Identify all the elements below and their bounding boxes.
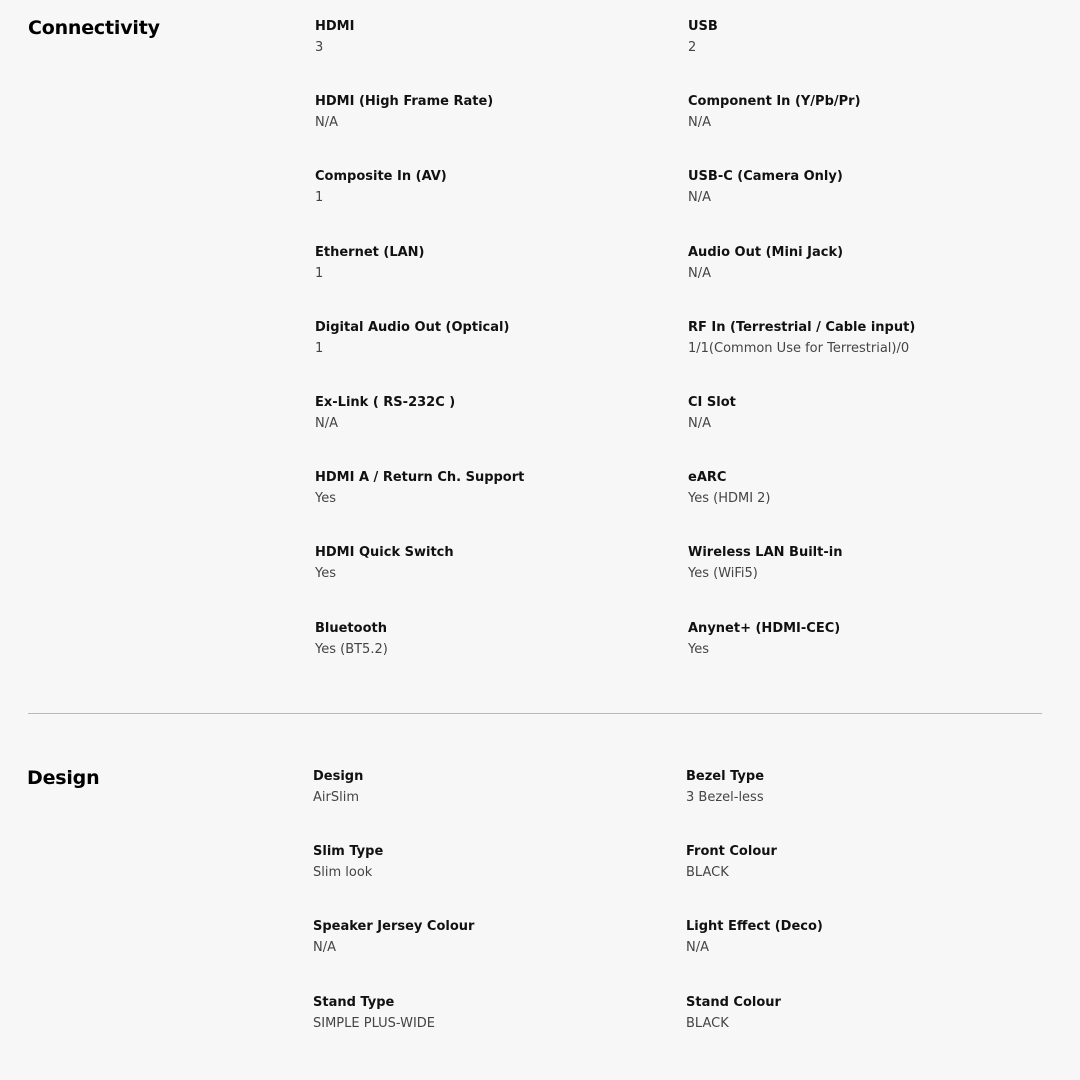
spec-value: Yes (WiFi5) <box>688 566 758 582</box>
spec-label: Component In (Y/Pb/Pr) <box>688 94 861 110</box>
spec-value: Yes <box>315 491 336 507</box>
spec-value: N/A <box>688 190 711 206</box>
spec-item <box>688 394 1061 469</box>
spec-item <box>315 620 688 695</box>
spec-label: HDMI Quick Switch <box>315 545 454 561</box>
spec-value: N/A <box>688 115 711 131</box>
spec-label: Stand Colour <box>686 994 781 1010</box>
spec-value: 1 <box>315 190 324 206</box>
spec-label: HDMI (High Frame Rate) <box>315 94 494 110</box>
spec-value: Yes <box>688 641 709 657</box>
spec-item <box>686 994 1059 1069</box>
spec-label: Bluetooth <box>315 620 387 636</box>
spec-label: Light Effect (Deco) <box>686 919 823 935</box>
spec-label: eARC <box>688 470 727 486</box>
spec-label: Anynet+ (HDMI-CEC) <box>688 620 841 636</box>
spec-item <box>315 394 688 469</box>
spec-value: Slim look <box>313 865 373 881</box>
spec-value: N/A <box>315 115 338 131</box>
spec-label: Digital Audio Out (Optical) <box>315 319 510 335</box>
spec-value: Yes (HDMI 2) <box>688 491 771 507</box>
design-spec-grid <box>313 768 1063 1069</box>
spec-item <box>315 469 688 544</box>
spec-label: USB <box>688 19 718 34</box>
spec-value: AirSlim <box>313 790 359 805</box>
spec-label: Stand Type <box>313 994 395 1010</box>
spec-label: RF In (Terrestrial / Cable input) <box>688 319 916 335</box>
spec-value: 2 <box>688 40 697 55</box>
spec-item <box>315 544 688 619</box>
spec-value: 3 Bezel-less <box>686 790 764 805</box>
spec-label: Design <box>313 769 364 784</box>
spec-value: 1 <box>315 340 324 356</box>
spec-item <box>688 244 1061 319</box>
spec-item <box>315 18 688 93</box>
spec-label: HDMI <box>315 19 355 34</box>
spec-item <box>688 93 1061 168</box>
spec-value: Yes (BT5.2) <box>315 641 388 657</box>
spec-value: BLACK <box>686 865 729 881</box>
spec-item <box>688 319 1061 394</box>
spec-label: Wireless LAN Built-in <box>688 545 843 561</box>
spec-item <box>313 994 686 1069</box>
spec-value: 3 <box>315 40 324 55</box>
spec-item <box>688 168 1061 243</box>
connectivity-spec-grid <box>315 18 1065 695</box>
spec-value: 1/1(Common Use for Terrestrial)/0 <box>688 340 910 356</box>
spec-item <box>313 768 686 843</box>
spec-item <box>688 18 1061 93</box>
spec-value: N/A <box>686 940 709 956</box>
spec-item <box>686 768 1059 843</box>
spec-value: N/A <box>688 415 711 431</box>
spec-item <box>313 843 686 918</box>
spec-item <box>315 168 688 243</box>
spec-label: Audio Out (Mini Jack) <box>688 244 844 260</box>
spec-value: N/A <box>313 940 336 956</box>
spec-item <box>315 319 688 394</box>
spec-label: Composite In (AV) <box>315 169 447 185</box>
spec-item <box>315 93 688 168</box>
section-divider <box>28 713 1042 714</box>
spec-label: CI Slot <box>688 394 736 410</box>
section-title-design: Design <box>27 767 100 789</box>
spec-item <box>688 620 1061 695</box>
spec-item <box>313 918 686 993</box>
spec-label: Front Colour <box>686 844 777 860</box>
spec-label: Ethernet (LAN) <box>315 244 425 260</box>
spec-label: HDMI A / Return Ch. Support <box>315 470 525 486</box>
spec-value: N/A <box>688 265 711 281</box>
spec-label: Bezel Type <box>686 769 765 784</box>
spec-label: Ex-Link ( RS-232C ) <box>315 394 456 410</box>
spec-item <box>688 469 1061 544</box>
section-title-connectivity: Connectivity <box>28 17 160 39</box>
spec-item <box>688 544 1061 619</box>
spec-value: 1 <box>315 265 324 281</box>
spec-item <box>686 918 1059 993</box>
spec-value: N/A <box>315 415 338 431</box>
spec-item <box>315 244 688 319</box>
spec-label: Speaker Jersey Colour <box>313 919 475 935</box>
spec-label: USB-C (Camera Only) <box>688 169 843 185</box>
spec-label: Slim Type <box>313 844 384 860</box>
spec-item <box>686 843 1059 918</box>
spec-value: SIMPLE PLUS-WIDE <box>313 1015 436 1031</box>
spec-value: BLACK <box>686 1015 729 1031</box>
spec-value: Yes <box>315 566 336 582</box>
